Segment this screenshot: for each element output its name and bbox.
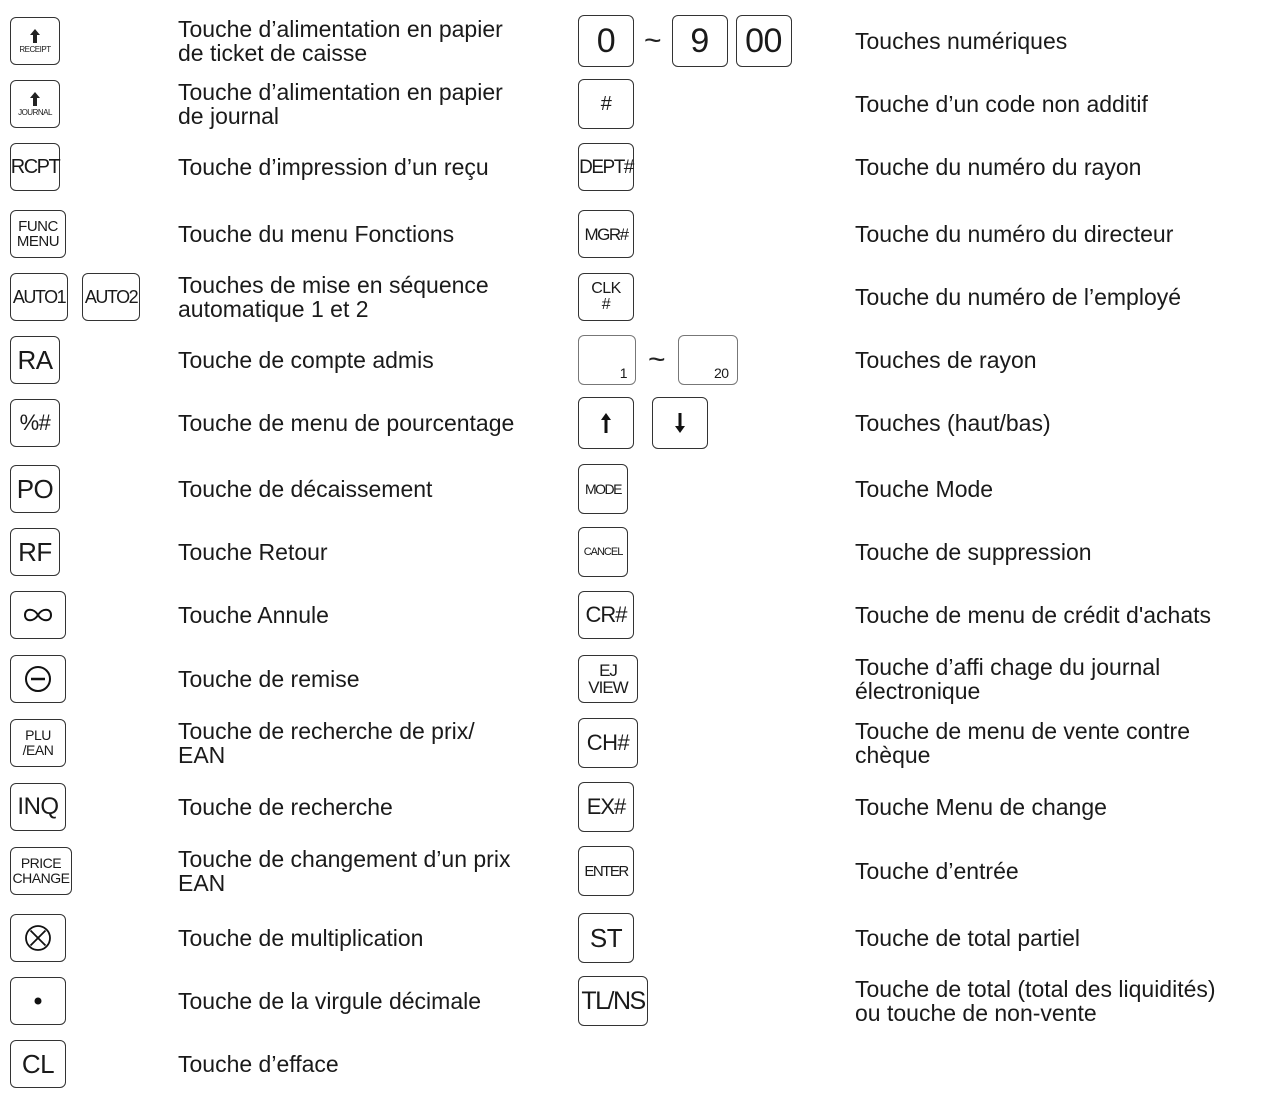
numeric-key-00: 00: [736, 15, 792, 67]
inq-desc: Touche de recherche: [178, 794, 393, 820]
key-row-inq-ex: [0, 777, 1287, 837]
inq-key: INQ: [10, 783, 66, 831]
key-row-ra-dept-keys: [0, 330, 1287, 390]
non-add-code-key: #: [578, 79, 634, 129]
enter-desc: Touche d’entrée: [855, 858, 1019, 884]
multiply-key: [10, 914, 66, 962]
po-key: PO: [10, 465, 60, 513]
rcpt-desc: Touche d’impression d’un reçu: [178, 154, 489, 180]
void-desc: Touche Annule: [178, 602, 329, 628]
void-icon: [22, 606, 54, 624]
price-change-desc: Touche de changement d’un prix EAN: [178, 846, 511, 896]
key-row-price-enter: [0, 841, 1287, 901]
rcpt-key: RCPT: [10, 143, 60, 191]
discount-desc: Touche de remise: [178, 666, 360, 692]
dept-key-1: 1: [578, 335, 636, 385]
clk-number-desc: Touche du numéro de l’employé: [855, 284, 1182, 310]
plu-ean-key: PLU /EAN: [10, 719, 66, 767]
cr-desc: Touche de menu de crédit d'achats: [855, 602, 1212, 628]
arrow-up-icon: [29, 92, 41, 106]
tl-ns-desc: Touche de total (total des liquidités) ou touche de non-vente: [855, 976, 1216, 1026]
discount-key: [10, 655, 66, 703]
arrow-down-icon: [674, 413, 686, 433]
range-tilde: ~: [648, 343, 666, 376]
up-key: [578, 397, 634, 449]
down-key: [652, 397, 708, 449]
plu-ean-desc: Touche de recherche de prix/ EAN: [178, 718, 475, 768]
key-row-receipt-numeric: [0, 11, 1287, 71]
key-row-percent-updown: [0, 393, 1287, 453]
key-row-void-cr: [0, 585, 1287, 645]
numeric-key-9: 9: [672, 15, 728, 67]
cancel-desc: Touche de suppression: [855, 539, 1092, 565]
tl-ns-key: TL/NS: [578, 976, 648, 1026]
auto-keys-desc: Touches de mise en séquence automatique 1 et 2: [178, 272, 489, 322]
circle-times-icon: [24, 924, 52, 952]
dept-keys-desc: Touches de rayon: [855, 347, 1037, 373]
dept-key-20: 20: [678, 335, 738, 385]
multiply-desc: Touche de multiplication: [178, 925, 424, 951]
ej-view-key: EJ VIEW: [578, 655, 638, 703]
key-row-rf-cancel: [0, 522, 1287, 582]
percent-desc: Touche de menu de pourcentage: [178, 410, 515, 436]
ra-key: RA: [10, 336, 60, 384]
dept-number-desc: Touche du numéro du rayon: [855, 154, 1142, 180]
decimal-key: [10, 977, 66, 1025]
mgr-number-key: MGR#: [578, 210, 634, 258]
auto2-key: AUTO2: [82, 273, 140, 321]
key-row-cl: [0, 1034, 1287, 1094]
updown-desc: Touches (haut/bas): [855, 410, 1051, 436]
rf-desc: Touche Retour: [178, 539, 328, 565]
func-menu-key: FUNC MENU: [10, 210, 66, 258]
key-row-po-mode: [0, 459, 1287, 519]
key-row-rcpt-dept: [0, 137, 1287, 197]
ej-view-desc: Touche d’affi chage du journal électronique: [855, 654, 1161, 704]
arrow-up-icon: [29, 29, 41, 43]
mode-desc: Touche Mode: [855, 476, 994, 502]
void-key: [10, 591, 66, 639]
ex-desc: Touche Menu de change: [855, 794, 1107, 820]
mode-key: MODE: [578, 464, 628, 514]
cr-key: CR#: [578, 591, 634, 639]
cancel-key: CANCEL: [578, 527, 628, 577]
enter-key: ENTER: [578, 846, 634, 896]
dot-icon: [33, 996, 43, 1006]
st-desc: Touche de total partiel: [855, 925, 1081, 951]
journal-feed-desc: Touche d’alimentation en papier de journal: [178, 79, 503, 129]
cl-key: CL: [10, 1040, 66, 1088]
key-row-discount-ejview: [0, 649, 1287, 709]
non-add-code-desc: Touche d’un code non additif: [855, 91, 1148, 117]
ra-desc: Touche de compte admis: [178, 347, 434, 373]
key-row-plu-ch: [0, 713, 1287, 773]
journal-feed-key: JOURNAL: [10, 80, 60, 128]
price-change-key: PRICE CHANGE: [10, 847, 72, 895]
key-row-decimal-tlns: [0, 971, 1287, 1031]
key-row-auto-clk: [0, 267, 1287, 327]
func-menu-desc: Touche du menu Fonctions: [178, 221, 455, 247]
ch-key: CH#: [578, 718, 638, 768]
numeric-key-0: 0: [578, 15, 634, 67]
ch-desc: Touche de menu de vente contre chèque: [855, 718, 1191, 768]
numeric-keys-desc: Touches numériques: [855, 28, 1068, 54]
key-row-multiply-st: [0, 908, 1287, 968]
range-tilde: ~: [644, 24, 662, 57]
decimal-desc: Touche de la virgule décimale: [178, 988, 482, 1014]
rf-key: RF: [10, 528, 60, 576]
mgr-number-desc: Touche du numéro du directeur: [855, 221, 1174, 247]
receipt-feed-key: RECEIPT: [10, 17, 60, 65]
key-row-func-mgr: [0, 204, 1287, 264]
po-desc: Touche de décaissement: [178, 476, 433, 502]
st-key: ST: [578, 913, 634, 963]
dept-number-key: DEPT#: [578, 143, 634, 191]
auto1-key: AUTO1: [10, 273, 68, 321]
key-row-journal-nonadd: [0, 74, 1287, 134]
clk-number-key: CLK #: [578, 273, 634, 321]
circle-minus-icon: [24, 665, 52, 693]
ex-key: EX#: [578, 782, 634, 832]
cl-desc: Touche d’efface: [178, 1051, 339, 1077]
percent-key: %#: [10, 399, 60, 447]
arrow-up-icon: [600, 413, 612, 433]
receipt-feed-desc: Touche d’alimentation en papier de ticket de caisse: [178, 16, 503, 66]
